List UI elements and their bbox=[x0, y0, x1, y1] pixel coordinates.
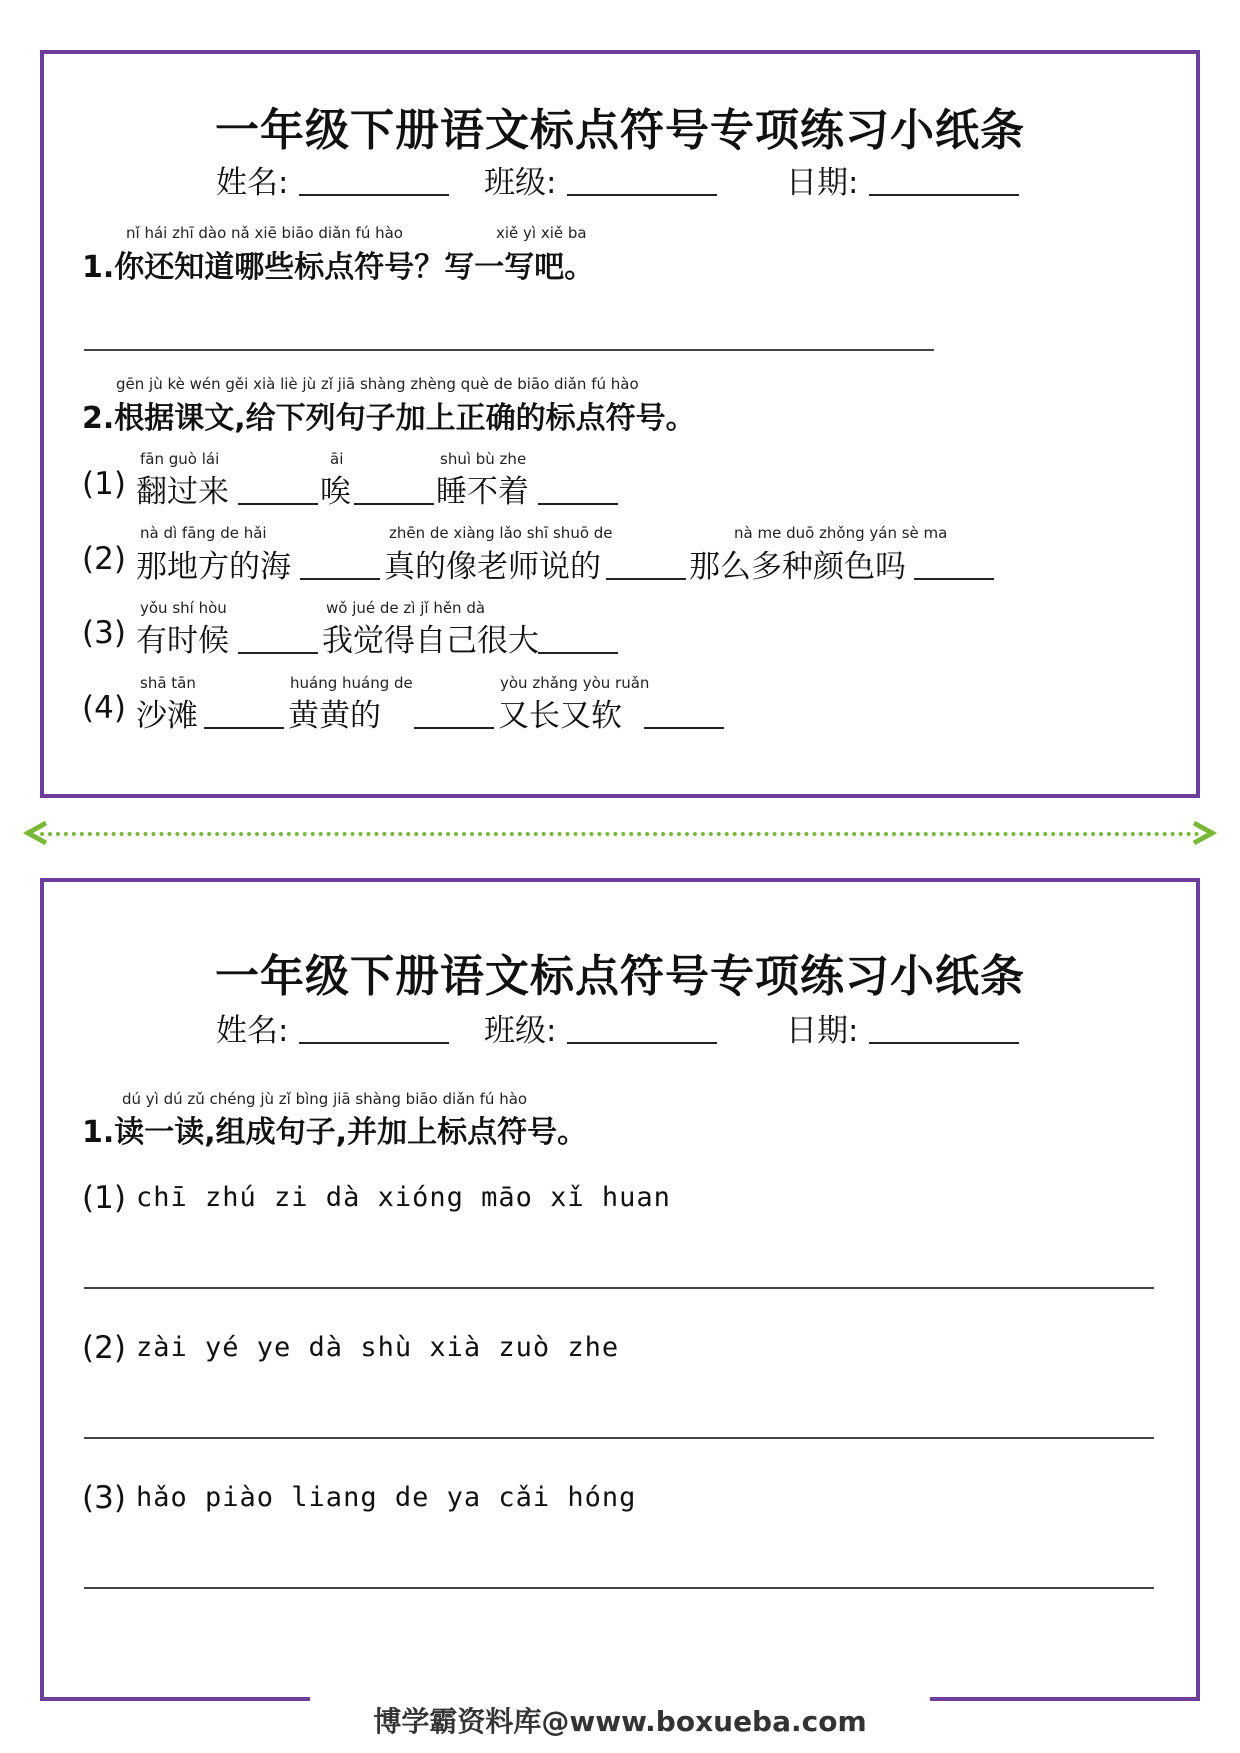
item3-number: (3) bbox=[82, 1480, 126, 1516]
item1-blank-3[interactable] bbox=[538, 503, 618, 505]
q1-pinyin-b: xiě yì xiě ba bbox=[496, 224, 587, 242]
item4-segment-2: 黄黄的 bbox=[288, 698, 381, 734]
item2-answer-line[interactable] bbox=[84, 1437, 1154, 1439]
item4-pinyin-2: huáng huáng de bbox=[290, 674, 413, 692]
item1-answer-line[interactable] bbox=[84, 1287, 1154, 1289]
item3-segment-1: 有时候 bbox=[136, 623, 229, 659]
class-label: 班级: bbox=[484, 165, 557, 201]
item3-blank-2[interactable] bbox=[538, 652, 618, 654]
item2-pinyin-words: zài yé ye dà shù xià zuò zhe bbox=[136, 1332, 620, 1363]
item4-pinyin-3: yòu zhǎng yòu ruǎn bbox=[500, 674, 650, 692]
sheet-border-bottom-right bbox=[930, 1697, 1200, 1701]
item3-number: (3) bbox=[82, 615, 126, 651]
item3-answer-line[interactable] bbox=[84, 1587, 1154, 1589]
item3-blank-1[interactable] bbox=[238, 652, 318, 654]
footer-watermark: 博学霸资料库@www.boxueba.com bbox=[373, 1705, 867, 1738]
q1-text: 1.读一读,组成句子,并加上标点符号。 bbox=[82, 1115, 588, 1150]
q1-answer-line[interactable] bbox=[84, 349, 934, 351]
item1-segment-2: 唉 bbox=[320, 474, 351, 510]
date-label: 日期: bbox=[786, 165, 859, 201]
item2-number: (2) bbox=[82, 1330, 126, 1366]
item1-pinyin-3: shuì bù zhe bbox=[440, 450, 527, 468]
item1-number: (1) bbox=[82, 1180, 126, 1216]
item3-pinyin-1: yǒu shí hòu bbox=[140, 599, 227, 617]
name-label: 姓名: bbox=[216, 1013, 289, 1049]
item3-pinyin-2: wǒ jué de zì jǐ hěn dà bbox=[326, 599, 486, 617]
q1-text: 1.你还知道哪些标点符号？写一写吧。 bbox=[82, 250, 595, 285]
item1-pinyin-2: āi bbox=[330, 450, 344, 468]
item1-number: (1) bbox=[82, 466, 126, 502]
item1-pinyin-1: fān guò lái bbox=[140, 450, 220, 468]
item1-blank-2[interactable] bbox=[354, 503, 434, 505]
item1-segment-1: 翻过来 bbox=[136, 474, 229, 510]
item4-number: (4) bbox=[82, 690, 126, 726]
q2-text: 2.根据课文,给下列句子加上正确的标点符号。 bbox=[82, 401, 696, 436]
name-blank[interactable] bbox=[299, 1042, 449, 1044]
item2-blank-1[interactable] bbox=[300, 578, 380, 580]
item2-segment-3: 那么多种颜色吗 bbox=[689, 549, 906, 585]
right-arrow-icon bbox=[1188, 820, 1218, 846]
item1-blank-1[interactable] bbox=[238, 503, 318, 505]
q1-pinyin-a: nǐ hái zhī dào nǎ xiē biāo diǎn fú hào bbox=[126, 224, 403, 242]
worksheet-bottom bbox=[40, 878, 1200, 1701]
q1-pinyin: dú yì dú zǔ chéng jù zǐ bìng jiā shàng biāo diǎn fú hào bbox=[122, 1090, 528, 1108]
item2-segment-1: 那地方的海 bbox=[136, 549, 291, 585]
item2-blank-3[interactable] bbox=[914, 578, 994, 580]
class-label: 班级: bbox=[484, 1013, 557, 1049]
left-arrow-icon bbox=[22, 820, 52, 846]
name-label: 姓名: bbox=[216, 165, 289, 201]
item3-segment-2: 我觉得自己很大 bbox=[322, 623, 539, 659]
worksheet-title: 一年级下册语文标点符号专项练习小纸条 bbox=[215, 951, 1025, 1002]
item4-blank-2[interactable] bbox=[414, 727, 494, 729]
item4-blank-1[interactable] bbox=[204, 727, 284, 729]
item2-pinyin-1: nà dì fāng de hǎi bbox=[140, 524, 267, 542]
worksheet-title: 一年级下册语文标点符号专项练习小纸条 bbox=[215, 105, 1025, 156]
item4-segment-3: 又长又软 bbox=[498, 698, 622, 734]
item1-pinyin-words: chī zhú zi dà xióng māo xǐ huan bbox=[136, 1182, 671, 1213]
item3-pinyin-words: hǎo piào liang de ya cǎi hóng bbox=[136, 1482, 637, 1513]
date-blank[interactable] bbox=[869, 1042, 1019, 1044]
item4-segment-1: 沙滩 bbox=[136, 698, 198, 734]
sheet-border-bottom-left bbox=[40, 1697, 310, 1701]
item2-segment-2: 真的像老师说的 bbox=[384, 549, 601, 585]
item2-number: (2) bbox=[82, 541, 126, 577]
item2-blank-2[interactable] bbox=[606, 578, 686, 580]
date-blank[interactable] bbox=[869, 194, 1019, 196]
name-blank[interactable] bbox=[299, 194, 449, 196]
item1-segment-3: 睡不着 bbox=[436, 474, 529, 510]
q2-pinyin: gēn jù kè wén gěi xià liè jù zǐ jiā shàng zhèng què de biāo diǎn fú hào bbox=[116, 375, 639, 393]
class-blank[interactable] bbox=[567, 194, 717, 196]
date-label: 日期: bbox=[786, 1013, 859, 1049]
item4-blank-3[interactable] bbox=[644, 727, 724, 729]
cut-line-divider bbox=[40, 832, 1200, 836]
item2-pinyin-3: nà me duō zhǒng yán sè ma bbox=[734, 524, 948, 542]
class-blank[interactable] bbox=[567, 1042, 717, 1044]
item2-pinyin-2: zhēn de xiàng lǎo shī shuō de bbox=[389, 524, 613, 542]
worksheet-top bbox=[40, 50, 1200, 798]
item4-pinyin-1: shā tān bbox=[140, 674, 196, 692]
